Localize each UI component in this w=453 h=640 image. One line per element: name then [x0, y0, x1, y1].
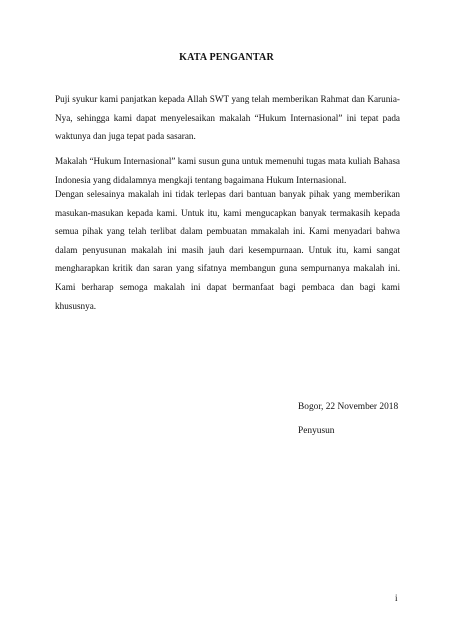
- page-title: KATA PENGANTAR: [179, 52, 274, 63]
- paragraph-purpose: Makalah “Hukum Internasional” kami susun guna untuk memenuhi tugas mata kuliah Bahasa Indonesia yang didalamnya mengkaji tentang bagaimana Hukum Internasional.: [55, 156, 400, 185]
- paragraph-opening: Puji syukur kami panjatkan kepada Allah SWT yang telah memberikan Rahmat dan Karunia-Nya, sehingga kami dapat menyelesaikan makalah “Hukum Internasional” ini tepat pada waktunya dan juga tepat pada sasaran.: [55, 94, 400, 142]
- page-number: i: [395, 593, 398, 603]
- author-signature: Penyusun: [298, 426, 335, 436]
- place-date: Bogor, 22 November 2018: [298, 402, 399, 412]
- paragraph-acknowledgement: Dengan selesainya makalah ini tidak terlepas dari bantuan banyak pihak yang memberikan masukan-masukan kepada kami. Untuk itu, kami mengucapkan banyak termakasih kepada semua pihak yang telah terlibat dalam pembuatan mmakalah ini. Kami menyadari bahwa dalam penyusunan makalah ini masih jauh dari kesempurnaan. Untuk itu, kami sangat mengharapkan kritik dan saran yang sifatnya membangun guna sempurnanya makalah ini. Kami berharap semoga makalah ini dapat bermanfaat bagi pembaca dan bagi kami khususnya.: [55, 189, 400, 311]
